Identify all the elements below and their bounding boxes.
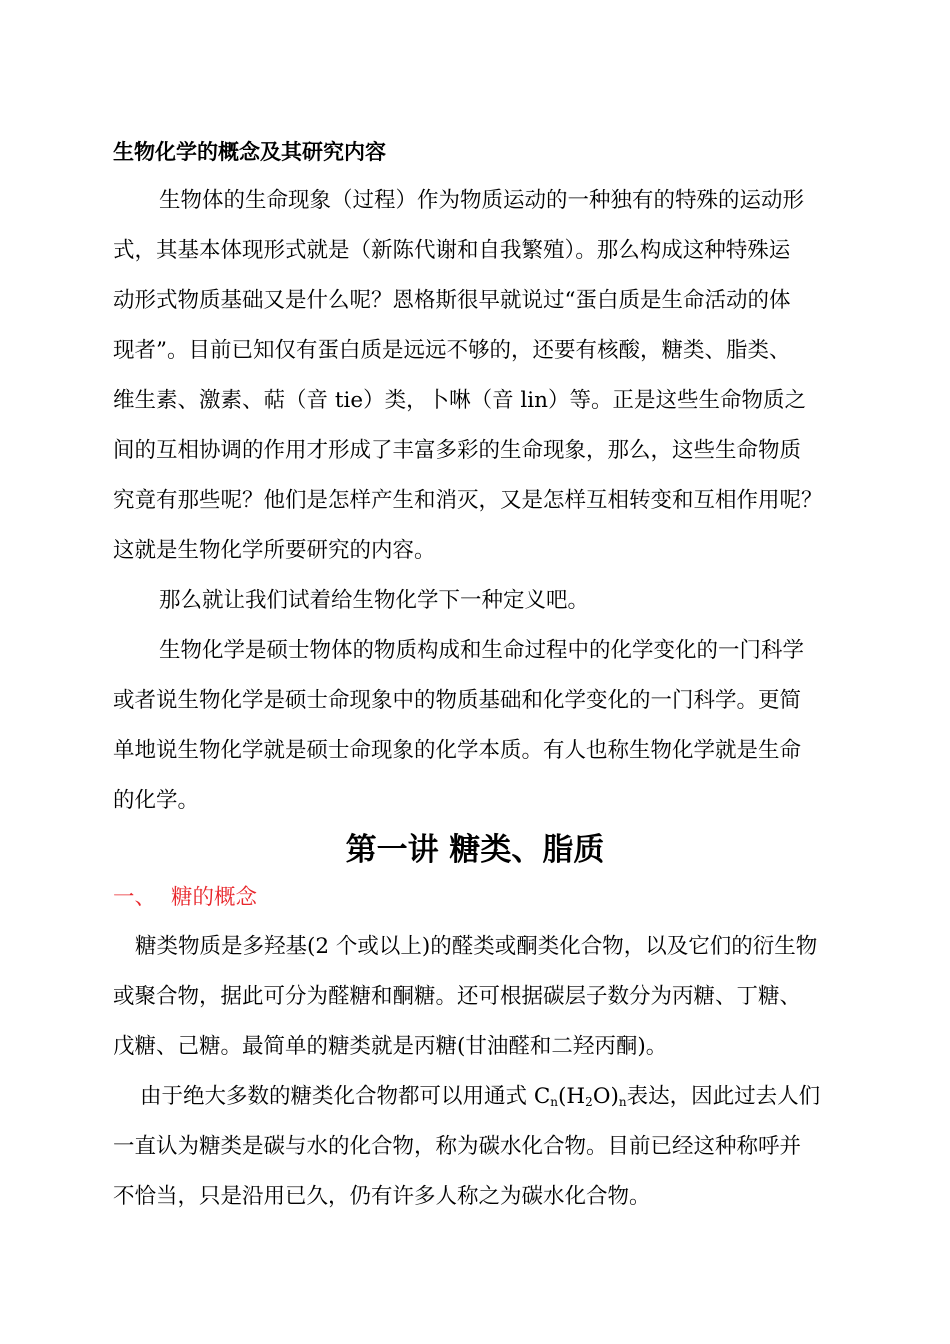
lecture-title: 第一讲 糖类、脂质: [345, 832, 605, 868]
text-line: 究竟有那些呢？他们是怎样产生和消灭，又是怎样互相转变和互相作用呢？: [113, 488, 823, 513]
text-line: 这就是生物化学所要研究的内容。: [113, 538, 436, 563]
text-line: 生物体的生命现象（过程）作为物质运动的一种独有的特殊的运动形: [159, 188, 805, 213]
text-segment: 表达，因此过去人们: [626, 1084, 821, 1109]
text-line: 单地说生物化学就是硕士命现象的化学本质。有人也称生物化学就是生命: [113, 738, 802, 763]
sub-heading-text: 糖的概念: [171, 885, 258, 910]
paragraph-definition: [113, 626, 838, 826]
paragraph-carbohydrate-formula: [113, 1072, 838, 1222]
text-line: 或聚合物，据此可分为醛糖和酮糖。还可根据碳层子数分为丙糖、丁糖、: [113, 984, 802, 1009]
formula-subscript: n: [550, 1095, 559, 1109]
text-line: 一直认为糖类是碳与水的化合物，称为碳水化合物。目前已经这种称呼并: [113, 1134, 802, 1159]
section-title: 生物化学的概念及其研究内容: [113, 139, 386, 164]
text-line: 间的互相协调的作用才形成了丰富多彩的生命现象，那么，这些生命物质: [113, 438, 802, 463]
text-line: 生物化学是硕士物体的物质构成和生命过程中的化学变化的一门科学: [159, 638, 805, 663]
text-line: 维生素、激素、萜（音 tie）类，卜啉（音 lin）等。正是这些生命物质之: [113, 388, 807, 413]
text-line: 糖类物质是多羟基(2 个或以上)的醛类或酮类化合物，以及它们的衍生物: [135, 934, 818, 959]
text-line: 动形式物质基础又是什么呢？恩格斯很早就说过“蛋白质是生命活动的体: [113, 288, 791, 313]
paragraph-sugar-definition: [113, 922, 838, 1072]
text-line: 式，其基本体现形式就是（新陈代谢和自我繁殖）。那么构成这种特殊运: [113, 238, 791, 263]
text-line: 现者”。目前已知仅有蛋白质是远远不够的，还要有核酸，糖类、脂类、: [113, 338, 791, 363]
text-line: 的化学。: [113, 788, 200, 813]
text-line: 那么就让我们试着给生物化学下一种定义吧。: [159, 588, 590, 613]
sub-heading-number: 一、: [113, 885, 157, 910]
sub-heading-sugar-concept: [113, 880, 257, 916]
text-line-formula: [113, 1072, 838, 1122]
text-line: 不恰当，只是沿用已久，仍有许多人称之为碳水化合物。: [113, 1184, 651, 1209]
paragraph-definition-intro: [113, 576, 838, 626]
text-segment: 由于绝大多数的糖类化合物都可以用通式 C: [140, 1084, 551, 1109]
text-line: 或者说生物化学是硕士命现象中的物质基础和化学变化的一门科学。更简: [113, 688, 802, 713]
paragraph-life-phenomena: [113, 176, 838, 576]
formula-subscript: n: [618, 1095, 627, 1109]
text-line: 戊糖、己糖。最简单的糖类就是丙糖(甘油醛和二羟丙酮)。: [113, 1034, 668, 1059]
formula-subscript: 2: [585, 1095, 593, 1109]
text-segment: (H: [558, 1084, 586, 1109]
text-segment: O): [592, 1084, 619, 1109]
